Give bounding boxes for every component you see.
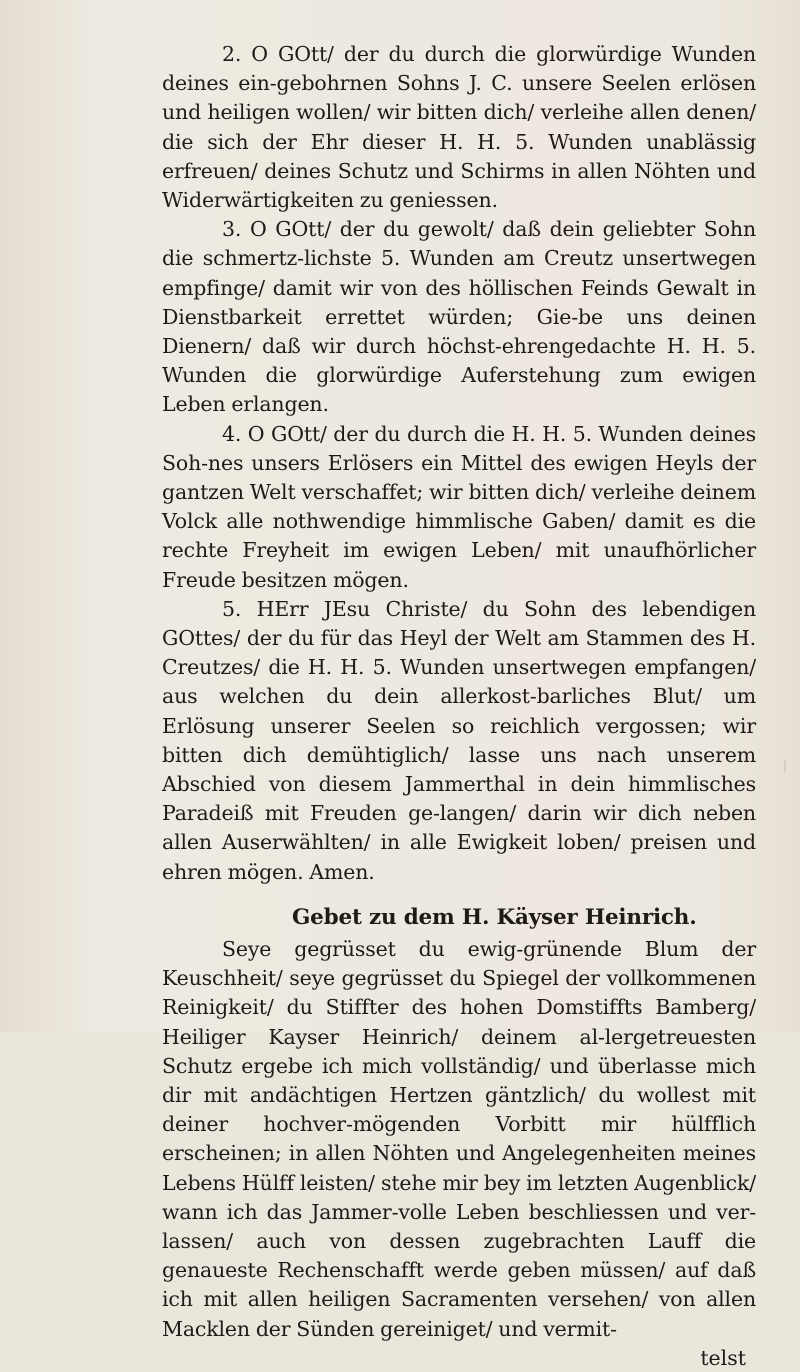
- catchword: telst: [700, 1345, 746, 1370]
- page-edge-mark: [784, 760, 786, 772]
- section-heading: Gebet zu dem H. Käyser Heinrich.: [292, 904, 697, 930]
- prayer-paragraph-heinrich: Seye gegrüsset du ewig-grünende Blum der Keuschheit/ seye gegrüsset du Spiegel der vollkommenen Reinigkeit/ du Stiffter des hohen Domstiffts Bamberg/ Heiliger Kayser Heinrich/ deinem al-lergetreuesten Schutz ergebe ich mich vollständig/ und überlasse mich dir mit andächtigen Hertzen gäntzlich/ du wollest mit deiner hochver-mögenden Vorbitt mir hülfflich erscheinen; in allen Nöhten und Angelegenheiten meines Lebens Hülff leisten/ stehe mir bey im letzten Augenblick/ wann ich das Jammer-volle Leben beschliessen und ver-lassen/ auch von dessen zugebrachten Lauff die genaueste Rechenschafft werde geben müssen/ auf daß ich mit allen heiligen Sacramenten versehen/ von allen Macklen der Sünden gereiniget/ und vermit-: [162, 936, 756, 1341]
- prayer-paragraph-2: 2. O GOtt/ der du durch die glorwürdige Wunden deines ein-gebohrnen Sohns J. C. unsere Seelen erlösen und heiligen wollen/ wir bitten dich/ verleihe allen denen/ die sich der Ehr dieser H. H. 5. Wunden unablässig erfreuen/ deines Schutz und Schirms in allen Nöhten und Widerwärtigkeiten zu geniessen.: [162, 42, 756, 213]
- prayer-paragraph-3: 3. O GOtt/ der du gewolt/ daß dein geliebter Sohn die schmertz-lichste 5. Wunden am Creutz unsertwegen empfinge/ damit wir von des höllischen Feinds Gewalt in Dienstbarkeit errettet würden; Gie-be uns deinen Dienern/ daß wir durch höchst-ehrengedachte H. H. 5. Wunden die glorwürdige Auferstehung zum ewigen Leben erlangen.: [162, 217, 756, 417]
- prayer-paragraph-4: 4. O GOtt/ der du durch die H. H. 5. Wunden deines Soh-nes unsers Erlösers ein Mittel des ewigen Heyls der gantzen Welt verschaffet; wir bitten dich/ verleihe deinem Volck alle nothwendige himmlische Gaben/ damit es die rechte Freyheit im ewigen Leben/ mit unaufhörlicher Freude besitzen mögen.: [162, 421, 756, 592]
- prayer-paragraph-5: 5. HErr JEsu Christe/ du Sohn des lebendigen GOttes/ der du für das Heyl der Welt am Stammen des H. Creutzes/ die H. H. 5. Wunden unsertwegen empfangen/ aus welchen du dein allerkost-barliches Blut/ um Erlösung unserer Seelen so reichlich vergossen; wir bitten dich demühtiglich/ lasse uns nach unserem Abschied von diesem Jammerthal in dein himmlisches Paradeiß mit Freuden ge-langen/ darin wir dich neben allen Auserwählten/ in alle Ewigkeit loben/ preisen und ehren mögen. Amen.: [162, 596, 756, 884]
